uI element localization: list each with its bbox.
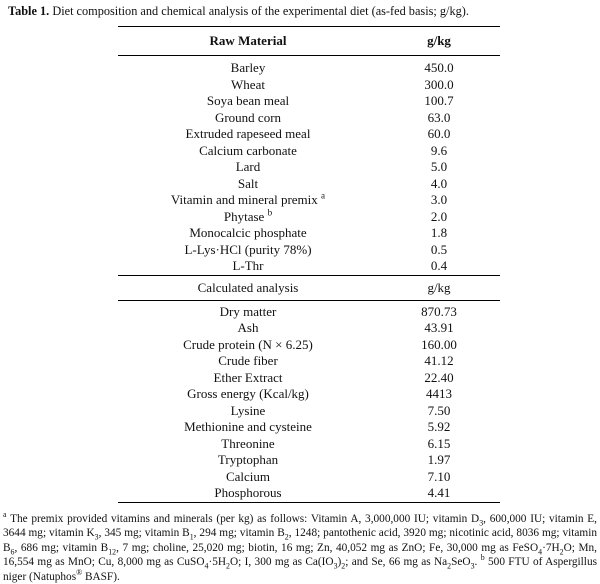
row-value: 2.0 (430, 208, 448, 224)
row-value: 0.5 (430, 241, 448, 257)
row-value: 300.0 (424, 76, 454, 92)
calculated-analysis-header (118, 275, 500, 300)
table-title: Diet composition and chemical analysis of the experimental diet (as-fed basis; g/kg). (52, 4, 469, 18)
row-label (118, 176, 378, 193)
row-value: 4.41 (378, 485, 500, 502)
table-row (118, 143, 500, 160)
header-unit: g/kg (378, 27, 500, 56)
row-value: 6.15 (427, 435, 451, 451)
ingredients-section (118, 56, 500, 276)
row-label (118, 110, 378, 127)
row-label-text: Threonine (221, 435, 275, 451)
row-value: 9.6 (430, 142, 448, 158)
row-label (118, 337, 378, 354)
row-label-text: Ground corn (214, 109, 282, 125)
row-label-text: Wheat (231, 76, 265, 92)
row-footnote-mark: b (267, 207, 273, 218)
row-label-text: Monocalcic phosphate (189, 225, 307, 240)
row-value: 1.97 (427, 452, 451, 467)
row-value: 22.40 (424, 369, 454, 385)
row-label (118, 300, 378, 320)
row-label-text: Vitamin and mineral premix (170, 192, 318, 207)
row-label (118, 469, 378, 486)
row-label-text: Methionine and cysteine (184, 419, 312, 434)
row-label-text: L-Thr (232, 258, 264, 273)
header-raw-material: Raw Material (118, 27, 378, 56)
row-label-text: Dry matter (219, 303, 277, 319)
row-label (118, 403, 378, 420)
row-value: 3.0 (430, 192, 448, 207)
row-value: 5.92 (427, 419, 451, 434)
row-label-text: Crude protein (N × 6.25) (183, 336, 313, 352)
row-label-text: Ash (237, 320, 259, 335)
row-label (118, 419, 378, 436)
table-row (118, 258, 500, 275)
row-value: 4413 (426, 386, 452, 401)
footnote-a-text: The premix provided vitamins and minerals (per kg) as follows: Vitamin A, 3,000,000 IU; vitamin $D_3$, 600,000 IU; vitamin E, 3644 mg; vitamin $K_3$, 345 mg; vitamin $B_1$, 294 mg; vitamin $B_2$, 1248; pantothenic acid, 3920 mg; nicotinic acid, 8036 mg; vitamin $B_6$, 686 mg; vitamin $B_{12}$, 7 mg; choline, 25,020 mg; biotin, 16 mg; Zn, 40,052 mg as ZnO; Fe, 30,000 mg as $FeSO_4\cdot 7H_2O$; Mn, 16,554 mg as MnO; Cu, 8,000 mg as $CuSO_4\cdot 5H_2O$; I, 300 mg as $Ca(IO_3)_2$; and Se, 66 mg as $Na_2SeO_3$. (3, 513, 597, 571)
row-value: 0.4 (430, 258, 448, 273)
table-row (118, 176, 500, 193)
row-label-text: Tryptophan (217, 452, 279, 467)
table-row (118, 419, 500, 436)
table-row (118, 386, 500, 403)
row-label-text: Calcium carbonate (199, 142, 297, 158)
table-row (118, 56, 500, 77)
row-label (118, 436, 378, 453)
table-row (118, 110, 500, 127)
section-unit: g/kg (378, 275, 500, 300)
row-label (118, 386, 378, 403)
table-row (118, 209, 500, 226)
row-value: 4.0 (430, 175, 448, 191)
table-row (118, 370, 500, 387)
row-label (118, 143, 378, 160)
row-value: 100.7 (424, 93, 454, 108)
diet-composition-table (118, 26, 500, 503)
row-label (118, 242, 378, 259)
row-value: 7.50 (427, 402, 451, 418)
row-value: 63.0 (427, 109, 451, 125)
row-label-text: Phytase (223, 208, 265, 224)
row-label-text: Gross energy (Kcal/kg) (187, 386, 309, 401)
row-label-text: Barley (230, 60, 266, 75)
table-row (118, 353, 500, 370)
table-row (118, 242, 500, 259)
section-header-row (118, 275, 500, 300)
table-row (118, 126, 500, 143)
row-label-text: L-Lys·HCl (purity 78%) (184, 241, 312, 257)
section-label: Calculated analysis (118, 275, 378, 300)
row-label-text: Ether Extract (213, 369, 283, 385)
footnote-a-mark: a (3, 510, 7, 520)
table-row (118, 77, 500, 94)
table-row (118, 192, 500, 209)
table-caption (8, 3, 598, 19)
row-label-text: Soya bean meal (206, 93, 290, 108)
table-row (118, 337, 500, 354)
row-label (118, 56, 378, 77)
row-label (118, 258, 378, 275)
table-row (118, 300, 500, 320)
table-row (118, 436, 500, 453)
table-row (118, 485, 500, 502)
row-label (118, 77, 378, 94)
footnotes (3, 512, 597, 584)
table-row (118, 225, 500, 242)
row-label (118, 159, 378, 176)
row-value: 160.00 (421, 336, 457, 352)
row-value: 43.91 (424, 320, 454, 335)
table-header-row (118, 27, 500, 56)
row-label (118, 485, 378, 502)
row-label (118, 192, 378, 209)
row-label-text: Crude fiber (218, 353, 278, 368)
row-label (118, 452, 378, 469)
row-label-text: Lysine (230, 402, 266, 418)
table-label: Table 1. (8, 4, 50, 18)
row-label (118, 353, 378, 370)
row-label-text: Salt (237, 175, 259, 191)
row-label (118, 370, 378, 387)
row-label-text: Phosphorous (214, 485, 282, 500)
row-value: 5.0 (430, 159, 448, 174)
table-row (118, 469, 500, 486)
footnote-b-text: 500 FTU of Aspergillus niger (Natuphos® BASF). (3, 556, 597, 583)
table-row (118, 93, 500, 110)
row-label (118, 209, 378, 226)
analysis-section (118, 300, 500, 502)
row-value: 450.0 (424, 60, 454, 75)
table-row (118, 403, 500, 420)
row-value: 41.12 (424, 353, 454, 368)
row-value: 870.73 (421, 303, 457, 319)
row-label (118, 225, 378, 242)
footnote-b-mark: b (480, 553, 485, 563)
table-row (118, 159, 500, 176)
row-value: 60.0 (427, 126, 451, 141)
table-row (118, 320, 500, 337)
row-label-text: Lard (235, 159, 261, 174)
row-label (118, 320, 378, 337)
row-value: 1.8 (430, 225, 448, 240)
row-footnote-mark: a (321, 190, 326, 201)
row-value: 7.10 (427, 468, 451, 484)
row-label (118, 93, 378, 110)
row-label-text: Extruded rapeseed meal (185, 126, 311, 141)
row-label (118, 126, 378, 143)
table-row (118, 452, 500, 469)
row-label-text: Calcium (225, 468, 271, 484)
